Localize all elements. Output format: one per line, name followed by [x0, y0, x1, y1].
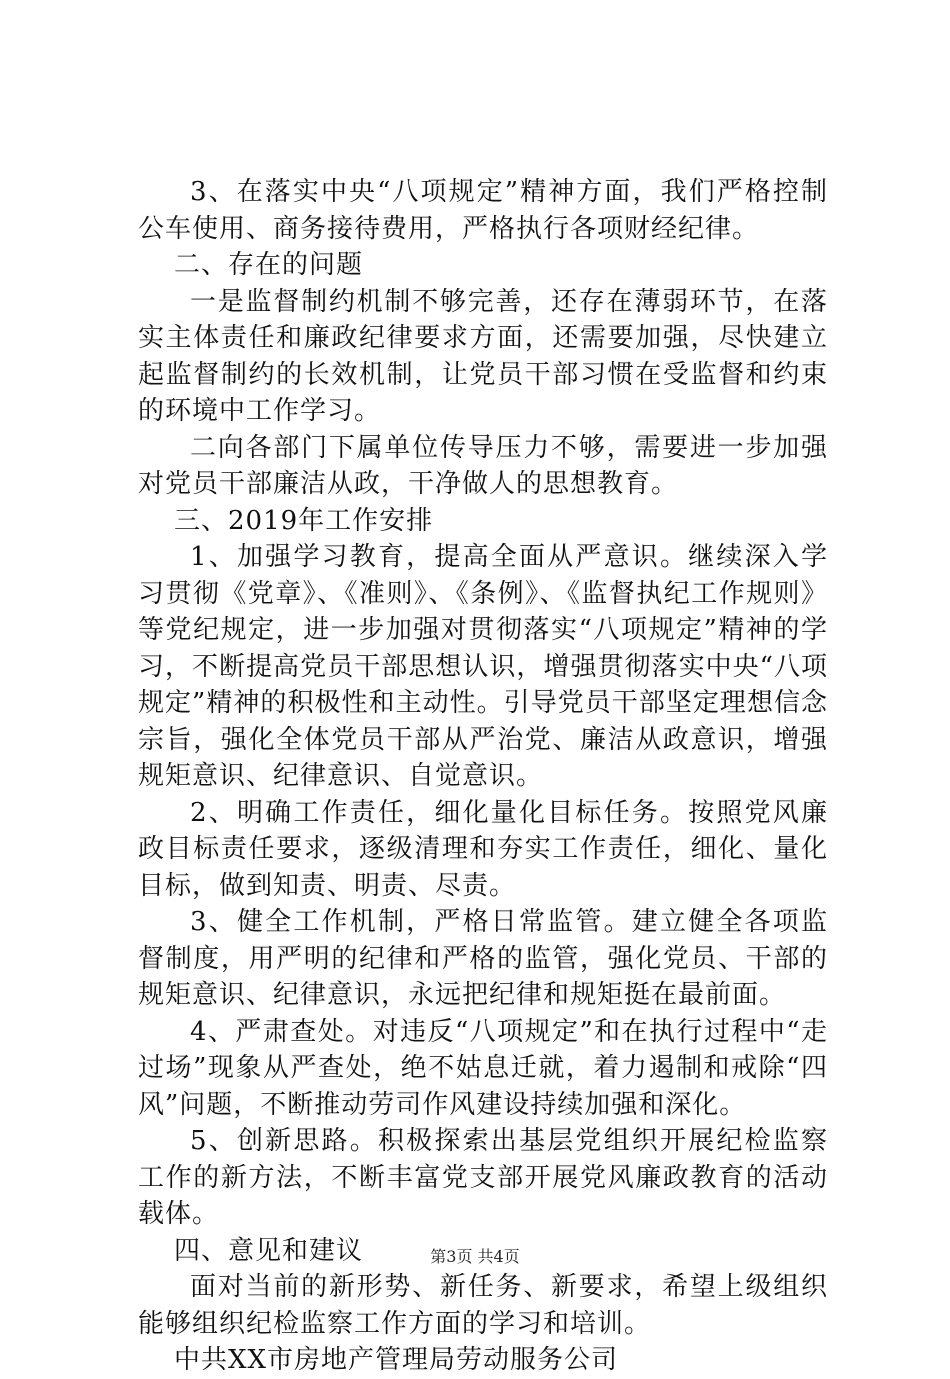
paragraph-problem-2: 二向各部门下属单位传导压力不够，需要进一步加强对党员干部廉洁从政，干净做人的思想教育。 [138, 432, 828, 499]
paragraph-point-3-implementation: 3、在落实中央“八项规定”精神方面，我们严格控制公车使用、商务接待费用，严格执行各项财经纪律。 [138, 177, 828, 244]
signature-organization: 中共XX市房地产管理局劳动服务公司 [174, 1345, 619, 1375]
paragraph-plan-4: 4、严肃查处。对违反“八项规定”和在执行过程中“走过场”现象从严查处，绝不姑息迁就，着力遏制和戒除“四风”问题，不断推动劳司作风建设持续加强和深化。 [138, 1016, 828, 1120]
section-heading-work-plan: 三、2019年工作安排 [174, 505, 434, 536]
paragraph-plan-2: 2、明确工作责任，细化量化目标任务。按照党风廉政目标责任要求，逐级清理和夯实工作责任，细化、量化目标，做到知责、明责、尽责。 [138, 797, 828, 901]
paragraph-plan-1: 1、加强学习教育，提高全面从严意识。继续深入学习贯彻《党章》、《准则》、《条例》、《监督执纪工作规则》等党纪规定，进一步加强对贯彻落实“八项规定”精神的学习，不断提高党员干部思想认识，增强贯彻落实中央“八项规定”精神的积极性和主动性。引导党员干部坚定理想信念宗旨，强化全体党员干部从严治党、廉洁从政意识，增强规矩意识、纪律意识、自觉意识。 [138, 542, 828, 791]
paragraph-plan-5: 5、创新思路。积极探索出基层党组织开展纪检监察工作的新方法，不断丰富党支部开展党风廉政教育的活动载体。 [138, 1126, 828, 1229]
section-heading-suggestions: 四、意见和建议 [174, 1235, 364, 1266]
paragraph-problem-1: 一是监督制约机制不够完善，还存在薄弱环节，在落实主体责任和廉政纪律要求方面，还需要加强，尽快建立起监督制约的长效机制，让党员干部习惯在受监督和约束的环境中工作学习。 [138, 286, 828, 426]
paragraph-plan-3: 3、健全工作机制，严格日常监管。建立健全各项监督制度，用严明的纪律和严格的监管，强化党员、干部的规矩意识、纪律意识，永远把纪律和规矩挺在最前面。 [138, 907, 828, 1010]
document-body [138, 174, 828, 1379]
page-number-footer: 第3页 共4页 [430, 1247, 520, 1266]
paragraph-suggestion: 面对当前的新形势、新任务、新要求，希望上级组织能够组织纪检监察工作方面的学习和培训。 [138, 1272, 828, 1339]
section-heading-problems: 二、存在的问题 [174, 250, 364, 280]
